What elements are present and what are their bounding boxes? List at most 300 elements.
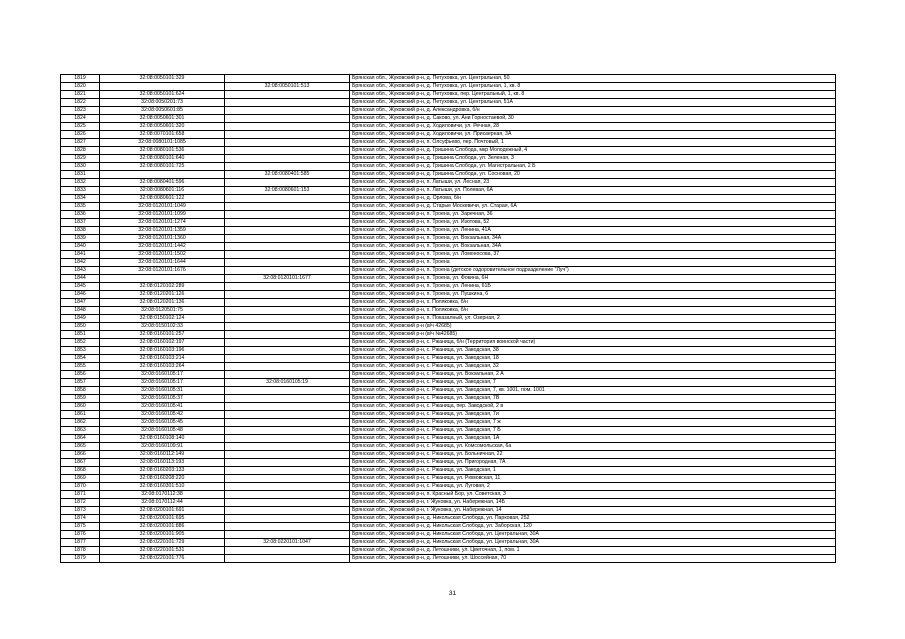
cadastral-number-cell: 32:08:0120101:1442: [100, 243, 225, 251]
table-row: [61, 139, 836, 147]
table-row: [61, 251, 836, 259]
table-row: [61, 347, 836, 355]
address-cell: Брянская обл., Жуковский р-н, д. Никольская Слобода, ул. Центральная, 30А: [350, 531, 836, 539]
related-cadastral-number-cell: [225, 355, 350, 363]
related-cadastral-number-cell: 32:08:0080601:153: [225, 187, 350, 195]
address-cell: Брянская обл., Жуковский р-н, с. Ржаница, ул. Заводская, 18: [350, 355, 836, 363]
row-number-cell: 1878: [61, 547, 100, 555]
cadastral-number-cell: 32:08:0160105:42: [100, 411, 225, 419]
row-number-cell: 1855: [61, 363, 100, 371]
address-cell: Брянская обл., Жуковский р-н, г. Жуковка, ул. Набережная, 14Б: [350, 499, 836, 507]
related-cadastral-number-cell: [225, 75, 350, 83]
table-row: [61, 531, 836, 539]
row-number-cell: 1827: [61, 139, 100, 147]
row-number-cell: 1843: [61, 267, 100, 275]
related-cadastral-number-cell: [225, 491, 350, 499]
address-cell: Брянская обл., Жуковский р-н, п. Троена, ул. Заречная, 36: [350, 211, 836, 219]
address-cell: Брянская обл., Жуковский р-н, д. Петуховка, пер. Центральный, 1, кв. 8: [350, 91, 836, 99]
table-row: [61, 515, 836, 523]
cadastral-number-cell: 32:08:0220101:531: [100, 547, 225, 555]
address-cell: Брянская обл., Жуковский р-н, с. Ржаница, ул. Рюмовская, 11: [350, 475, 836, 483]
address-cell: Брянская обл., Жуковский р-н, д. Гришина Слобода, ул. Сосновая, 20: [350, 171, 836, 179]
cadastral-number-cell: 32:08:0120102:289: [100, 283, 225, 291]
related-cadastral-number-cell: [225, 339, 350, 347]
related-cadastral-number-cell: [225, 203, 350, 211]
cadastral-number-cell: 32:08:0080101:640: [100, 155, 225, 163]
address-cell: Брянская обл., Жуковский р-н (в/ч №42685): [350, 331, 836, 339]
related-cadastral-number-cell: 32:08:0050101:513: [225, 83, 350, 91]
related-cadastral-number-cell: [225, 123, 350, 131]
related-cadastral-number-cell: [225, 307, 350, 315]
table-row: [61, 547, 836, 555]
row-number-cell: 1826: [61, 131, 100, 139]
row-number-cell: 1822: [61, 99, 100, 107]
cadastral-number-cell: 32:08:0200101:905: [100, 531, 225, 539]
related-cadastral-number-cell: [225, 467, 350, 475]
cadastral-number-cell: 32:08:0120201:136: [100, 299, 225, 307]
related-cadastral-number-cell: [225, 419, 350, 427]
address-cell: Брянская обл., Жуковский р-н, д. Петуховка, ул. Центральная, 51А: [350, 99, 836, 107]
related-cadastral-number-cell: [225, 331, 350, 339]
address-cell: Брянская обл., Жуковский р-н, п. Красный Бор, ул. Советская, 3: [350, 491, 836, 499]
address-cell: Брянская обл., Жуковский р-н, п. Показалный, ул. Озерная, 2: [350, 315, 836, 323]
table-row: [61, 523, 836, 531]
row-number-cell: 1835: [61, 203, 100, 211]
table-row: [61, 291, 836, 299]
address-cell: Брянская обл., Жуковский р-н, п. Троена, ул. Фокина, 6Н: [350, 275, 836, 283]
row-number-cell: 1820: [61, 83, 100, 91]
cadastral-number-cell: 32:08:0150102:33: [100, 323, 225, 331]
cadastral-number-cell: [100, 83, 225, 91]
table-row: [61, 555, 836, 563]
related-cadastral-number-cell: [225, 411, 350, 419]
related-cadastral-number-cell: [225, 211, 350, 219]
cadastral-number-cell: 32:08:0050601:320: [100, 123, 225, 131]
table-row: [61, 459, 836, 467]
related-cadastral-number-cell: [225, 515, 350, 523]
cadastral-number-cell: 32:08:0170112:44: [100, 499, 225, 507]
cadastral-number-cell: 32:08:0120501:75: [100, 307, 225, 315]
row-number-cell: 1838: [61, 227, 100, 235]
cadastral-number-cell: 32:08:0160105:37: [100, 395, 225, 403]
row-number-cell: 1871: [61, 491, 100, 499]
address-cell: Брянская обл., Жуковский р-н, с. Ржаница, ул. Заводская, 38: [350, 347, 836, 355]
row-number-cell: 1828: [61, 147, 100, 155]
cadastral-number-cell: 32:08:0160108:140: [100, 435, 225, 443]
address-cell: Брянская обл., Жуковский р-н, п. Троена, ул. Ленина, 41А: [350, 227, 836, 235]
related-cadastral-number-cell: [225, 499, 350, 507]
cadastral-number-cell: 32:08:0050101:329: [100, 75, 225, 83]
cadastral-number-cell: 32:08:0220101:776: [100, 555, 225, 563]
row-number-cell: 1857: [61, 379, 100, 387]
address-cell: Брянская обл., Жуковский р-н, с. Ржаница, б/н (Территория воинской части): [350, 339, 836, 347]
row-number-cell: 1872: [61, 499, 100, 507]
address-cell: Брянская обл., Жуковский р-н, х. Поляковка, б/н: [350, 299, 836, 307]
row-number-cell: 1867: [61, 459, 100, 467]
table-row: [61, 171, 836, 179]
table-row: [61, 403, 836, 411]
table-row: [61, 155, 836, 163]
cadastral-number-cell: 32:08:0160103:214: [100, 355, 225, 363]
address-cell: Брянская обл., Жуковский р-н, п. Троена, ул. Пушкина, 6: [350, 291, 836, 299]
row-number-cell: 1851: [61, 331, 100, 339]
cadastral-number-cell: 32:08:0120101:1360: [100, 235, 225, 243]
related-cadastral-number-cell: [225, 91, 350, 99]
related-cadastral-number-cell: [225, 403, 350, 411]
cadastral-number-cell: 32:08:0080401:596: [100, 179, 225, 187]
related-cadastral-number-cell: [225, 115, 350, 123]
address-cell: Брянская обл., Жуковский р-н, с. Ржаница, ул. Луговая, 2: [350, 483, 836, 491]
cadastral-number-cell: 32:08:0160109:91: [100, 443, 225, 451]
row-number-cell: 1850: [61, 323, 100, 331]
related-cadastral-number-cell: 32:08:0080401:585: [225, 171, 350, 179]
address-cell: Брянская обл., Жуковский р-н, п. Троена, ул. Вокзальная, 34А: [350, 235, 836, 243]
cadastral-number-cell: 32:08:0200101:695: [100, 515, 225, 523]
row-number-cell: 1875: [61, 523, 100, 531]
table-row: [61, 507, 836, 515]
address-cell: Брянская обл., Жуковский р-н, д. Никольская Слобода, ул. Парковая, 252: [350, 515, 836, 523]
related-cadastral-number-cell: [225, 507, 350, 515]
row-number-cell: 1870: [61, 483, 100, 491]
cadastral-number-cell: 32:08:0080101:725: [100, 163, 225, 171]
cadastral-number-cell: 32:08:0160105:31: [100, 387, 225, 395]
related-cadastral-number-cell: [225, 291, 350, 299]
related-cadastral-number-cell: [225, 219, 350, 227]
address-cell: Брянская обл., Жуковский р-н, с. Ржаница, ул. Заводская, 32: [350, 363, 836, 371]
cadastral-number-cell: 32:08:0050201:73: [100, 99, 225, 107]
table-row: [61, 499, 836, 507]
table-row: [61, 187, 836, 195]
address-cell: Брянская обл., Жуковский р-н (в/ч 42685): [350, 323, 836, 331]
table-row: [61, 275, 836, 283]
related-cadastral-number-cell: [225, 147, 350, 155]
related-cadastral-number-cell: [225, 427, 350, 435]
row-number-cell: 1877: [61, 539, 100, 547]
address-cell: Брянская обл., Жуковский р-н, д. Ходиловичи, ул. Речная, 28: [350, 123, 836, 131]
address-cell: Брянская обл., Жуковский р-н, д. Гришина Слобода, ул. Зеленая, 3: [350, 155, 836, 163]
address-cell: Брянская обл., Жуковский р-н, с. Ржаница, ул. Заводская, 7 Б: [350, 427, 836, 435]
cadastral-number-cell: 32:08:0160103:264: [100, 363, 225, 371]
related-cadastral-number-cell: [225, 483, 350, 491]
cadastral-number-cell: 32:08:0160208:220: [100, 475, 225, 483]
cadastral-number-cell: 32:08:0120201:126: [100, 291, 225, 299]
address-cell: Брянская обл., Жуковский р-н, п. Латыши, ул. Полевая, 6А: [350, 187, 836, 195]
related-cadastral-number-cell: [225, 363, 350, 371]
table-row: [61, 491, 836, 499]
row-number-cell: 1833: [61, 187, 100, 195]
row-number-cell: 1836: [61, 211, 100, 219]
cadastral-number-cell: 32:08:0120101:1099: [100, 211, 225, 219]
row-number-cell: 1849: [61, 315, 100, 323]
related-cadastral-number-cell: [225, 179, 350, 187]
row-number-cell: 1854: [61, 355, 100, 363]
address-cell: Брянская обл., Жуковский р-н, п. Троена, ул. Ломоносова, 37: [350, 251, 836, 259]
row-number-cell: 1819: [61, 75, 100, 83]
related-cadastral-number-cell: [225, 387, 350, 395]
row-number-cell: 1865: [61, 443, 100, 451]
related-cadastral-number-cell: [225, 531, 350, 539]
address-cell: Брянская обл., Жуковский р-н, д. Орлова, б/н: [350, 195, 836, 203]
cadastral-number-cell: 32:08:0120101:1676: [100, 267, 225, 275]
address-cell: Брянская обл., Жуковский р-н, п. Троена, ул. Ленина, 61Б: [350, 283, 836, 291]
address-cell: Брянская обл., Жуковский р-н, д. Саково, ул. Ани Горностаевой, 30: [350, 115, 836, 123]
row-number-cell: 1846: [61, 291, 100, 299]
cadastral-number-cell: 32:08:0050601:85: [100, 107, 225, 115]
address-cell: Брянская обл., Жуковский р-н, с. Ржаница, ул. Заводская, 7 ж: [350, 419, 836, 427]
row-number-cell: 1869: [61, 475, 100, 483]
related-cadastral-number-cell: [225, 267, 350, 275]
cadastral-number-cell: 32:08:0160101:257: [100, 331, 225, 339]
table-row: [61, 299, 836, 307]
table-row: [61, 387, 836, 395]
cadastral-number-cell: 32:08:0200101:886: [100, 523, 225, 531]
cadastral-number-cell: 32:08:0160102:197: [100, 339, 225, 347]
row-number-cell: 1873: [61, 507, 100, 515]
related-cadastral-number-cell: [225, 235, 350, 243]
cadastral-number-cell: 32:08:0160112:149: [100, 451, 225, 459]
address-cell: Брянская обл., Жуковский р-н, д. Никольская Слобода, ул. Центральная, 30А: [350, 539, 836, 547]
table-row: [61, 83, 836, 91]
related-cadastral-number-cell: [225, 547, 350, 555]
row-number-cell: 1821: [61, 91, 100, 99]
cadastral-number-cell: 32:08:0080601:116: [100, 187, 225, 195]
property-register-table: [60, 74, 836, 563]
cadastral-number-cell: 32:08:0160301:510: [100, 483, 225, 491]
address-cell: Брянская обл., Жуковский р-н, д. Александровка, б/н: [350, 107, 836, 115]
table-row: [61, 283, 836, 291]
table-row: [61, 147, 836, 155]
related-cadastral-number-cell: [225, 315, 350, 323]
related-cadastral-number-cell: [225, 395, 350, 403]
table-row: [61, 331, 836, 339]
address-cell: Брянская обл., Жуковский р-н, с. Ржаница, ул. Больничная, 22: [350, 451, 836, 459]
cadastral-number-cell: 32:08:0200101:691: [100, 507, 225, 515]
table-row: [61, 323, 836, 331]
table-row: [61, 419, 836, 427]
table-row: [61, 179, 836, 187]
address-cell: Брянская обл., Жуковский р-н, п. Троена, ул. Изотова, 52: [350, 219, 836, 227]
address-cell: Брянская обл., Жуковский р-н, д. Летошники, ул. Шоссейная, 70: [350, 555, 836, 563]
table-row: [61, 235, 836, 243]
related-cadastral-number-cell: [225, 555, 350, 563]
table-row: [61, 467, 836, 475]
related-cadastral-number-cell: [225, 243, 350, 251]
row-number-cell: 1868: [61, 467, 100, 475]
table-row: [61, 99, 836, 107]
row-number-cell: 1848: [61, 307, 100, 315]
address-cell: Брянская обл., Жуковский р-н, с. Ржаница, ул. Вокзальная, 2 А: [350, 371, 836, 379]
table-row: [61, 435, 836, 443]
table-row: [61, 123, 836, 131]
cadastral-number-cell: 32:08:0160105:17: [100, 379, 225, 387]
related-cadastral-number-cell: [225, 163, 350, 171]
table-row: [61, 107, 836, 115]
address-cell: Брянская обл., Жуковский р-н, д. Никольская Слобода, ул. Заборская, 120: [350, 523, 836, 531]
table-row: [61, 307, 836, 315]
related-cadastral-number-cell: [225, 459, 350, 467]
address-cell: Брянская обл., Жуковский р-н, п. Латыши, ул. Лесная, 23: [350, 179, 836, 187]
address-cell: Брянская обл., Жуковский р-н, п. Троена: [350, 259, 836, 267]
cadastral-number-cell: 32:08:0120101:1644: [100, 259, 225, 267]
table-row: [61, 267, 836, 275]
cadastral-number-cell: 32:08:0160105:41: [100, 403, 225, 411]
table-row: [61, 315, 836, 323]
table-row: [61, 131, 836, 139]
table-row: [61, 371, 836, 379]
related-cadastral-number-cell: [225, 251, 350, 259]
related-cadastral-number-cell: [225, 259, 350, 267]
cadastral-number-cell: 32:08:0050101:624: [100, 91, 225, 99]
address-cell: Брянская обл., Жуковский р-н, с. Ржаница, ул. Заводская, 1А: [350, 435, 836, 443]
cadastral-number-cell: 32:08:0080601:122: [100, 195, 225, 203]
table-row: [61, 163, 836, 171]
address-cell: Брянская обл., Жуковский р-н, п. Олсуфьево, пер. Почтовый, 1: [350, 139, 836, 147]
address-cell: Брянская обл., Жуковский р-н, с. Ржаница, пер. Заводской, 2 в: [350, 403, 836, 411]
row-number-cell: 1852: [61, 339, 100, 347]
table-row: [61, 195, 836, 203]
table-row: [61, 443, 836, 451]
row-number-cell: 1832: [61, 179, 100, 187]
row-number-cell: 1863: [61, 427, 100, 435]
table-body: [61, 75, 836, 563]
table-row: [61, 411, 836, 419]
related-cadastral-number-cell: [225, 195, 350, 203]
related-cadastral-number-cell: 32:08:0220101:1047: [225, 539, 350, 547]
row-number-cell: 1845: [61, 283, 100, 291]
related-cadastral-number-cell: [225, 371, 350, 379]
related-cadastral-number-cell: 32:08:0120101:1677: [225, 275, 350, 283]
table-row: [61, 211, 836, 219]
table-row: [61, 355, 836, 363]
related-cadastral-number-cell: [225, 299, 350, 307]
cadastral-number-cell: 32:08:0080101:1085: [100, 139, 225, 147]
table-row: [61, 339, 836, 347]
table-row: [61, 243, 836, 251]
cadastral-number-cell: 32:08:0120101:1049: [100, 203, 225, 211]
row-number-cell: 1823: [61, 107, 100, 115]
row-number-cell: 1860: [61, 403, 100, 411]
cadastral-number-cell: 32:08:0160103:196: [100, 347, 225, 355]
table-row: [61, 115, 836, 123]
related-cadastral-number-cell: [225, 99, 350, 107]
cadastral-number-cell: 32:08:0080101:536: [100, 147, 225, 155]
row-number-cell: 1876: [61, 531, 100, 539]
address-cell: Брянская обл., Жуковский р-н, д. Гришина Слобода, ул. Магистральная, 2 Б: [350, 163, 836, 171]
table-row: [61, 427, 836, 435]
cadastral-number-cell: 32:08:0160203:133: [100, 467, 225, 475]
row-number-cell: 1874: [61, 515, 100, 523]
table-row: [61, 91, 836, 99]
related-cadastral-number-cell: [225, 323, 350, 331]
address-cell: Брянская обл., Жуковский р-н, д. Гришина Слобода, мкр Молодежный, 4: [350, 147, 836, 155]
address-cell: Брянская обл., Жуковский р-н, с. Ржаница, ул. Пригородная, 7А: [350, 459, 836, 467]
address-cell: Брянская обл., Жуковский р-н, с. Ржаница, ул. Заводская, 7В: [350, 395, 836, 403]
related-cadastral-number-cell: 32:08:0160105:19: [225, 379, 350, 387]
related-cadastral-number-cell: [225, 107, 350, 115]
address-cell: Брянская обл., Жуковский р-н, х. Поляковка, б/н: [350, 307, 836, 315]
address-cell: Брянская обл., Жуковский р-н, д. Старые Москевичи, ул. Старая, 6А: [350, 203, 836, 211]
address-cell: Брянская обл., Жуковский р-н, с. Ржаница, ул. Заводская, 1: [350, 467, 836, 475]
address-cell: Брянская обл., Жуковский р-н, д. Петуховка, ул. Центральная, 1, кв. 8: [350, 83, 836, 91]
table-row: [61, 379, 836, 387]
related-cadastral-number-cell: [225, 435, 350, 443]
row-number-cell: 1837: [61, 219, 100, 227]
row-number-cell: 1862: [61, 419, 100, 427]
row-number-cell: 1844: [61, 275, 100, 283]
address-cell: Брянская обл., Жуковский р-н, п. Троена (детское оздоровительное подразделение "Луч"): [350, 267, 836, 275]
related-cadastral-number-cell: [225, 347, 350, 355]
table-row: [61, 395, 836, 403]
related-cadastral-number-cell: [225, 443, 350, 451]
row-number-cell: 1825: [61, 123, 100, 131]
row-number-cell: 1859: [61, 395, 100, 403]
row-number-cell: 1879: [61, 555, 100, 563]
related-cadastral-number-cell: [225, 475, 350, 483]
cadastral-number-cell: 32:08:0120101:1502: [100, 251, 225, 259]
address-cell: Брянская обл., Жуковский р-н, с. Ржаница, ул. Заводская, 7, кв. 1001, пом. 1001: [350, 387, 836, 395]
cadastral-number-cell: 32:08:0220101:729: [100, 539, 225, 547]
table-row: [61, 75, 836, 83]
row-number-cell: 1824: [61, 115, 100, 123]
address-cell: Брянская обл., Жуковский р-н, с. Ржаница, ул. Заводская, 7: [350, 379, 836, 387]
related-cadastral-number-cell: [225, 139, 350, 147]
table-row: [61, 451, 836, 459]
table-row: [61, 203, 836, 211]
related-cadastral-number-cell: [225, 283, 350, 291]
address-cell: Брянская обл., Жуковский р-н, д. Ходиловичи, ул. Приозерная, 3А: [350, 131, 836, 139]
row-number-cell: 1840: [61, 243, 100, 251]
cadastral-number-cell: 32:08:0070101:658: [100, 131, 225, 139]
cadastral-number-cell: 32:08:0170112:38: [100, 491, 225, 499]
table-row: [61, 483, 836, 491]
address-cell: Брянская обл., Жуковский р-н, с. Ржаница, ул. Комсомольская, 6а: [350, 443, 836, 451]
table-row: [61, 475, 836, 483]
row-number-cell: 1856: [61, 371, 100, 379]
cadastral-number-cell: 32:08:0150102:124: [100, 315, 225, 323]
cadastral-number-cell: [100, 275, 225, 283]
address-cell: Брянская обл., Жуковский р-н, д. Петуховка, ул. Центральная, 50: [350, 75, 836, 83]
table-row: [61, 219, 836, 227]
cadastral-number-cell: 32:08:0160105:48: [100, 427, 225, 435]
cadastral-number-cell: 32:08:0160105:17: [100, 371, 225, 379]
address-cell: Брянская обл., Жуковский р-н, с. Ржаница, ул. Заводская, 7и: [350, 411, 836, 419]
row-number-cell: 1829: [61, 155, 100, 163]
row-number-cell: 1841: [61, 251, 100, 259]
cadastral-number-cell: 32:08:0160113:193: [100, 459, 225, 467]
cadastral-number-cell: 32:08:0160105:45: [100, 419, 225, 427]
row-number-cell: 1839: [61, 235, 100, 243]
address-cell: Брянская обл., Жуковский р-н, п. Троена, ул. Вокзальная, 34А: [350, 243, 836, 251]
page-number: 31: [448, 590, 457, 597]
row-number-cell: 1864: [61, 435, 100, 443]
table-row: [61, 539, 836, 547]
address-cell: Брянская обл., Жуковский р-н, д. Летошники, ул. Цветочная, 1, пом. 1: [350, 547, 836, 555]
cadastral-number-cell: 32:08:0050601:301: [100, 115, 225, 123]
row-number-cell: 1831: [61, 171, 100, 179]
related-cadastral-number-cell: [225, 451, 350, 459]
row-number-cell: 1830: [61, 163, 100, 171]
related-cadastral-number-cell: [225, 131, 350, 139]
row-number-cell: 1842: [61, 259, 100, 267]
related-cadastral-number-cell: [225, 227, 350, 235]
row-number-cell: 1866: [61, 451, 100, 459]
address-cell: Брянская обл., Жуковский р-н, г. Жуковка, ул. Набережная, 14: [350, 507, 836, 515]
row-number-cell: 1847: [61, 299, 100, 307]
row-number-cell: 1834: [61, 195, 100, 203]
cadastral-number-cell: 32:08:0120101:1274: [100, 219, 225, 227]
row-number-cell: 1858: [61, 387, 100, 395]
related-cadastral-number-cell: [225, 523, 350, 531]
